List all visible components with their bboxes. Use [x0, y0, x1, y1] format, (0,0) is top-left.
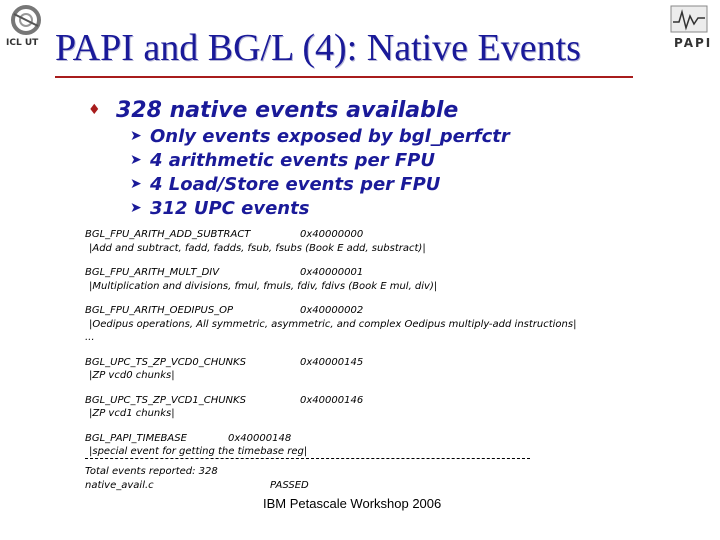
event-name: BGL_FPU_ARITH_MULT_DIV	[85, 267, 220, 278]
event-name: BGL_FPU_ARITH_ADD_SUBTRACT	[85, 229, 251, 240]
event-code: 0x40000002	[300, 305, 364, 316]
event-row	[85, 229, 705, 243]
arrow-bullet-icon: ➤	[130, 128, 142, 144]
dashed-separator	[85, 458, 530, 460]
event-row	[85, 357, 705, 371]
icl-logo-text: ICL UT	[6, 38, 39, 48]
diamond-bullet-icon: ♦	[88, 102, 101, 118]
arrow-bullet-icon: ➤	[130, 176, 142, 192]
arrow-bullet-icon: ➤	[130, 152, 142, 168]
title-divider	[55, 76, 633, 78]
event-name: BGL_UPC_TS_ZP_VCD1_CHUNKS	[85, 394, 246, 406]
icl-logo	[4, 4, 48, 50]
event-code: 0x40000148	[228, 432, 292, 444]
event-row	[85, 395, 705, 409]
sub-bullet: ➤ 4 Load/Store events per FPU	[130, 174, 441, 195]
event-row	[85, 433, 705, 447]
event-code: 0x40000146	[300, 394, 364, 406]
event-desc: |special event for getting the timebase reg|	[89, 446, 308, 457]
papi-logo	[664, 4, 714, 52]
event-name: BGL_FPU_ARITH_OEDIPUS_OP	[85, 305, 234, 316]
native-events-listing	[85, 229, 705, 460]
event-row	[85, 267, 705, 281]
event-code: 0x40000000	[300, 229, 364, 240]
event-desc-row	[85, 319, 705, 333]
slide-title: PAPI and BG/L (4): Native Events	[55, 27, 581, 69]
event-desc-row	[85, 408, 705, 422]
event-desc-row	[85, 370, 705, 384]
event-desc: |ZP vcd0 chunks|	[89, 370, 175, 381]
total-events-line: Total events reported: 328	[85, 466, 218, 477]
papi-logo-text: PAPI	[674, 36, 713, 50]
sub-bullet: ➤ Only events exposed by bgl_perfctr	[130, 126, 510, 147]
program-name: native_avail.c	[85, 480, 154, 491]
event-code: 0x40000145	[300, 356, 364, 368]
ellipsis: ...	[85, 332, 95, 343]
ellipsis-row	[85, 332, 705, 346]
main-bullet	[88, 98, 458, 123]
event-desc: |Multiplication and divisions, fmul, fmuls, fdiv, fdivs (Book E mul, div)|	[89, 280, 438, 292]
status-passed: PASSED	[270, 480, 309, 491]
arrow-bullet-icon: ➤	[130, 200, 142, 216]
sub-bullet: ➤ 312 UPC events	[130, 198, 310, 219]
event-name: BGL_UPC_TS_ZP_VCD0_CHUNKS	[85, 356, 246, 368]
event-code: 0x40000001	[300, 267, 364, 278]
sub-bullet: ➤ 4 arithmetic events per FPU	[130, 150, 435, 171]
main-bullet-text: 328 native events available	[116, 98, 459, 123]
event-desc: |Oedipus operations, All symmetric, asymmetric, and complex Oedipus multiply-add instructions|	[89, 318, 577, 330]
footer-text: IBM Petascale Workshop 2006	[263, 496, 442, 511]
event-desc: |Add and subtract, fadd, fadds, fsub, fsubs (Book E add, substract)|	[89, 242, 426, 254]
event-desc-row	[85, 281, 705, 295]
event-name: BGL_PAPI_TIMEBASE	[85, 432, 187, 444]
event-row	[85, 305, 705, 319]
event-desc-row	[85, 243, 705, 257]
event-desc: |ZP vcd1 chunks|	[89, 408, 175, 419]
